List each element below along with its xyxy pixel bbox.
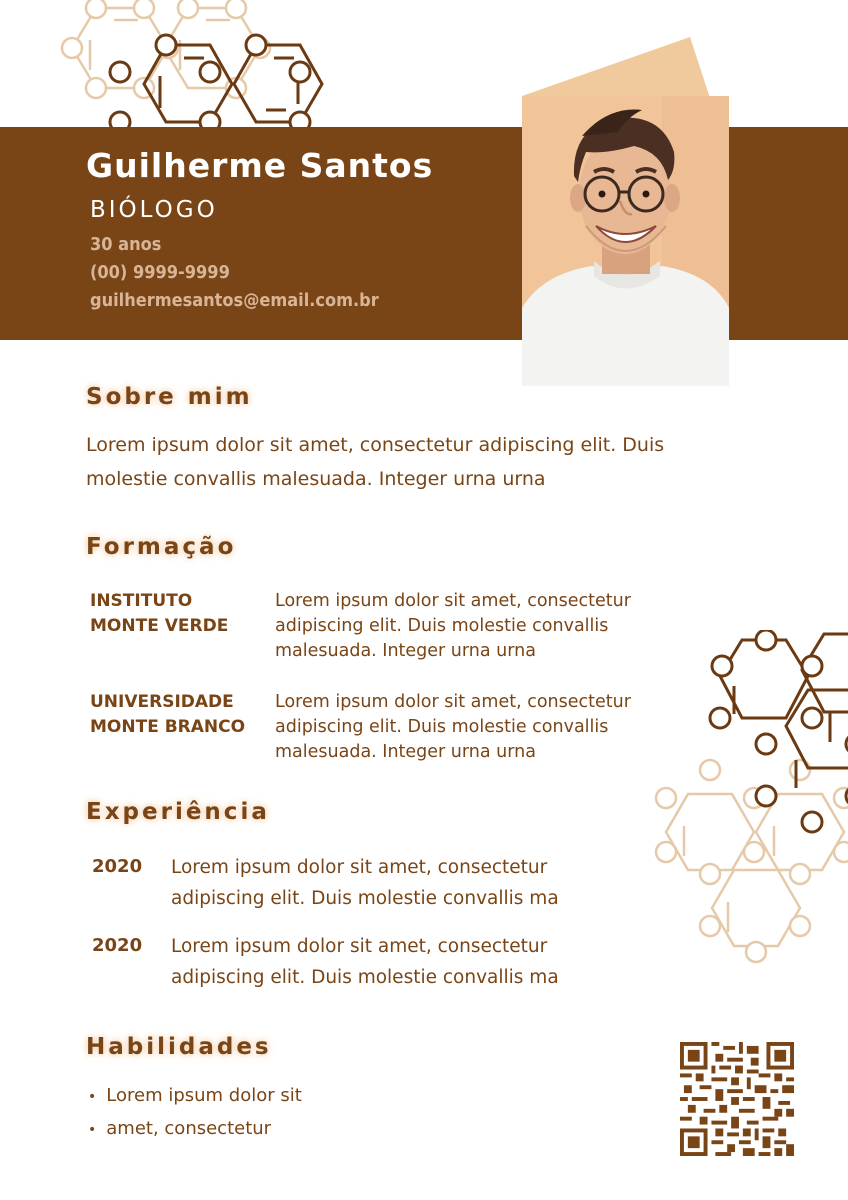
candidate-email: guilhermesantos@email.com.br — [90, 290, 379, 311]
section-title-experience: Experiência — [86, 799, 270, 825]
qr-code-icon — [680, 1042, 794, 1156]
candidate-role: BIÓLOGO — [90, 197, 218, 223]
candidate-name: Guilherme Santos — [86, 146, 434, 185]
section-title-about: Sobre mim — [86, 384, 253, 410]
experience-year: 2020 — [92, 935, 143, 956]
education-institution: INSTITUTO MONTE VERDE — [90, 591, 229, 636]
skills-list — [88, 1080, 302, 1146]
education-description: Lorem ipsum dolor sit amet, consectetur adipiscing elit. Duis molestie convallis malesuada. Integer urna urna — [275, 692, 631, 762]
education-description: Lorem ipsum dolor sit amet, consectetur adipiscing elit. Duis molestie convallis malesuada. Integer urna urna — [275, 591, 631, 661]
candidate-age: 30 anos — [90, 234, 162, 255]
photo-backdrop-card — [520, 34, 720, 104]
about-text: Lorem ipsum dolor sit amet, consectetur adipiscing elit. Duis molestie convallis malesuada. Integer urna urna — [86, 434, 665, 490]
profile-photo — [522, 96, 729, 386]
skill-item: • amet, consectetur — [88, 1113, 302, 1146]
experience-description: Lorem ipsum dolor sit amet, consectetur adipiscing elit. Duis molestie convallis ma — [171, 857, 559, 909]
molecule-decoration-right — [648, 630, 848, 970]
candidate-phone: (00) 9999-9999 — [90, 262, 230, 283]
experience-description: Lorem ipsum dolor sit amet, consectetur adipiscing elit. Duis molestie convallis ma — [171, 936, 559, 988]
section-title-skills: Habilidades — [86, 1034, 272, 1060]
skill-item: • Lorem ipsum dolor sit — [88, 1080, 302, 1113]
experience-year: 2020 — [92, 856, 143, 877]
molecule-decoration-top — [30, 0, 330, 130]
section-title-education: Formação — [86, 534, 237, 560]
education-institution: UNIVERSIDADE MONTE BRANCO — [90, 692, 246, 737]
